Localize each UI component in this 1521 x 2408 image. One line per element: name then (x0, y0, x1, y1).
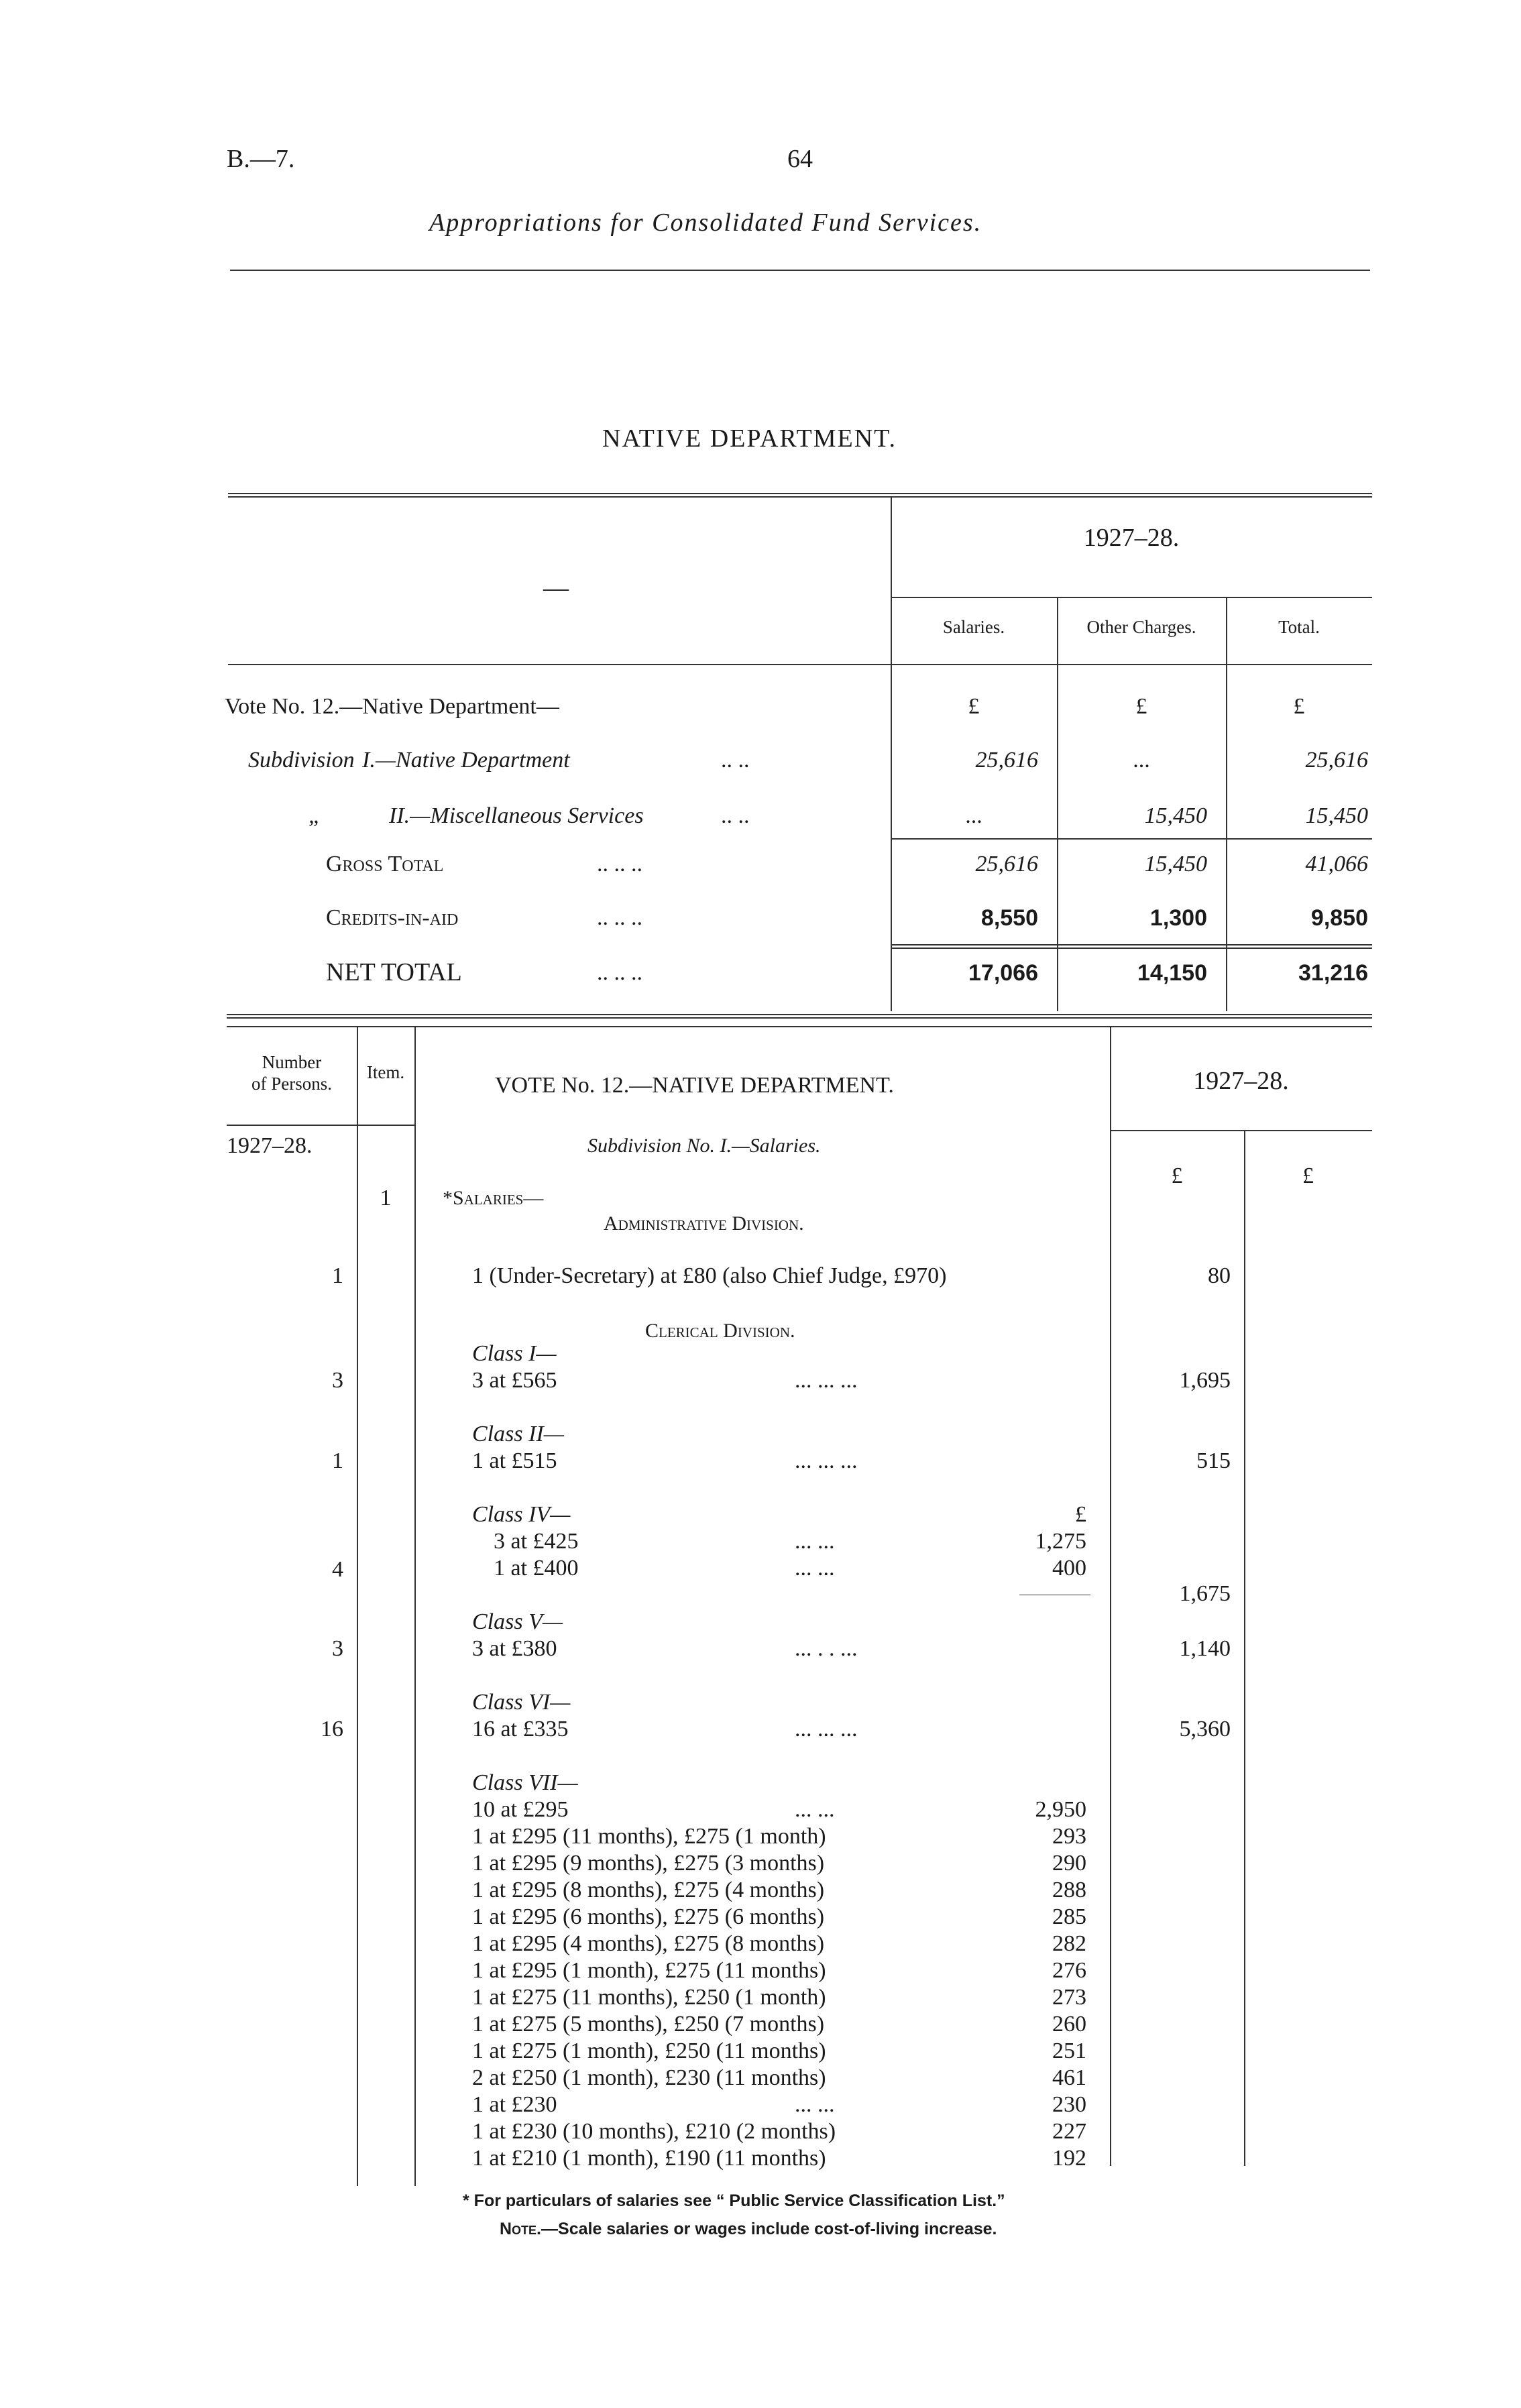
leader-dots: ... ... (795, 1556, 835, 1581)
summary-top-rule-2 (228, 496, 1372, 498)
row-salaries: 17,066 (968, 960, 1038, 986)
class-label: Class I— (472, 1341, 557, 1366)
line-value: 288 (1052, 1878, 1086, 1902)
line-text: 1 at £295 (6 months), £275 (6 months) (472, 1904, 825, 1929)
summary-header-rule (228, 664, 1372, 665)
line-value: 285 (1052, 1904, 1086, 1929)
row-leader-dots: .. .. .. (597, 852, 642, 876)
line-text: 16 at £335 (472, 1717, 569, 1741)
subdivision-title: Subdivision No. I.—Salaries. (587, 1135, 821, 1157)
detail-col-divider (414, 1026, 416, 2186)
pound-symbol: £ (1293, 694, 1305, 719)
line-value: 273 (1052, 1985, 1086, 2010)
line-text: 1 at £295 (8 months), £275 (4 months) (472, 1878, 825, 1902)
row-salaries: ... (965, 803, 982, 828)
persons-count: 3 (332, 1636, 343, 1661)
class-label: Class VII— (472, 1770, 578, 1795)
line-value: 230 (1052, 2092, 1086, 2117)
line-text: 1 at £400 (494, 1556, 579, 1581)
persons-year: 1927–28. (227, 1133, 313, 1158)
line-amount: 5,360 (1179, 1717, 1231, 1741)
row-other: 14,150 (1137, 960, 1207, 986)
detail-year-rule (1110, 1130, 1372, 1131)
leader-dots: ... ... ... (795, 1368, 858, 1393)
pound-symbol: £ (1075, 1502, 1086, 1527)
row-other: 15,450 (1144, 803, 1207, 828)
col-number-of-persons: Number of Persons. (251, 1052, 332, 1094)
line-text: 1 at £515 (472, 1448, 557, 1473)
row-label: I.—Native Department (362, 748, 570, 772)
row-salaries: 25,616 (975, 748, 1038, 772)
page-number: 64 (787, 145, 813, 173)
line-text: 3 at £565 (472, 1368, 557, 1393)
line-value: 293 (1052, 1824, 1086, 1849)
note (500, 2220, 997, 2239)
leader-dots: ... ... ... (795, 1717, 858, 1741)
vote-label: Vote No. 12.—Native Department— (225, 694, 559, 719)
line-value: 1,275 (1035, 1529, 1086, 1554)
summary-stub-dash: — (543, 574, 569, 602)
row-leader-dots: .. .. (721, 803, 750, 828)
row-leader-dots: .. .. .. (597, 960, 642, 985)
clerical-division: Clerical Division. (645, 1320, 795, 1342)
summary-bottom-rule (227, 1014, 1372, 1015)
header-rule (230, 270, 1370, 271)
line-text: 1 at £230 (10 months), £210 (2 months) (472, 2119, 836, 2144)
salaries-label: *Salaries— (443, 1187, 544, 1209)
row-total: 41,066 (1305, 852, 1368, 876)
col-other-charges: Other Charges. (1086, 617, 1196, 637)
persons-count: 4 (332, 1557, 343, 1582)
class-label: Class VI— (472, 1690, 571, 1715)
persons-count: 1 (332, 1263, 343, 1288)
summary-year-rule (891, 597, 1372, 598)
line-amount: 1,675 (1179, 1581, 1231, 1606)
line-text: 1 at £230 (472, 2092, 557, 2117)
line-amount: 1,695 (1179, 1368, 1231, 1393)
line-text: 1 at £295 (1 month), £275 (11 months) (472, 1958, 826, 1983)
line-value: 192 (1052, 2146, 1086, 2171)
line-text: 3 at £425 (494, 1529, 579, 1554)
row-total: 9,850 (1310, 905, 1368, 931)
row-leader-dots: .. .. .. (597, 905, 642, 930)
subtotal-rule (891, 838, 1372, 840)
line-text: 1 at £275 (11 months), £250 (1 month) (472, 1985, 826, 2010)
line-value: 2,950 (1035, 1797, 1086, 1822)
gross-total-label: Gross Total (326, 852, 444, 876)
line-value: 251 (1052, 2039, 1086, 2063)
persons-count: 16 (321, 1717, 343, 1741)
line-text: 1 at £295 (11 months), £275 (1 month) (472, 1824, 826, 1849)
line-value: 276 (1052, 1958, 1086, 1983)
pound-symbol: £ (968, 694, 980, 719)
persons-count: 3 (332, 1368, 343, 1393)
pound-symbol: £ (1302, 1163, 1314, 1188)
class-label: Class IV— (472, 1502, 571, 1527)
summary-top-rule (228, 493, 1372, 494)
class-label: Class II— (472, 1422, 564, 1446)
line-value: 290 (1052, 1851, 1086, 1876)
line-value: 461 (1052, 2065, 1086, 2090)
line-amount: 80 (1208, 1263, 1231, 1288)
row-other: 15,450 (1144, 852, 1207, 876)
line-text: 10 at £295 (472, 1797, 569, 1822)
pound-symbol: £ (1135, 694, 1147, 719)
detail-top-rule (227, 1026, 1372, 1027)
row-prefix: Subdivision (248, 748, 355, 772)
line-text: 1 (Under-Secretary) at £80 (also Chief Judge, £970) (472, 1263, 947, 1288)
leader-dots: ... ... ... (795, 1448, 858, 1473)
pound-symbol: £ (1171, 1163, 1183, 1188)
page-title: Appropriations for Consolidated Fund Services. (429, 209, 982, 237)
row-salaries: 8,550 (980, 905, 1038, 931)
administrative-division: Administrative Division. (604, 1212, 804, 1235)
leader-dots: ... ... (795, 2092, 835, 2117)
col-total: Total. (1278, 617, 1320, 637)
net-rule-2 (891, 948, 1372, 949)
line-text: 1 at £210 (1 month), £190 (11 months) (472, 2146, 826, 2171)
line-value: 227 (1052, 2119, 1086, 2144)
row-total: 25,616 (1305, 748, 1368, 772)
footnote: * For particulars of salaries see “ Public Service Classification List.” (463, 2191, 1005, 2210)
department-title: NATIVE DEPARTMENT. (602, 424, 897, 453)
line-value: 282 (1052, 1931, 1086, 1956)
credits-in-aid-label: Credits-in-aid (326, 905, 459, 930)
leader-dots: ... . . ... (795, 1636, 858, 1661)
line-text: 1 at £275 (5 months), £250 (7 months) (472, 2012, 825, 2037)
row-other: ... (1133, 748, 1150, 772)
note-label: Note. (500, 2220, 542, 2238)
detail-header-rule (227, 1125, 414, 1126)
row-other: 1,300 (1149, 905, 1207, 931)
line-text: 1 at £295 (9 months), £275 (3 months) (472, 1851, 825, 1876)
leader-dots: ... ... (795, 1797, 835, 1822)
row-salaries: 25,616 (975, 852, 1038, 876)
line-value: 400 (1052, 1556, 1086, 1581)
summary-year: 1927–28. (1083, 524, 1180, 552)
row-label: II.—Miscellaneous Services (389, 803, 644, 828)
col-item: Item. (366, 1062, 405, 1082)
detail-year: 1927–28. (1193, 1067, 1289, 1095)
line-text: 1 at £295 (4 months), £275 (8 months) (472, 1931, 825, 1956)
row-total: 31,216 (1298, 960, 1368, 986)
net-rule (891, 944, 1372, 945)
persons-count: 1 (332, 1448, 343, 1473)
vote-title: VOTE No. 12.—NATIVE DEPARTMENT. (495, 1073, 894, 1098)
col-salaries: Salaries. (942, 617, 1005, 637)
row-leader-dots: .. .. (721, 748, 750, 772)
line-amount: 515 (1196, 1448, 1231, 1473)
line-value: 260 (1052, 2012, 1086, 2037)
detail-col-divider (1244, 1130, 1245, 2166)
row-total: 15,450 (1305, 803, 1368, 828)
line-text: 1 at £275 (1 month), £250 (11 months) (472, 2039, 826, 2063)
leader-dots: ... ... (795, 1529, 835, 1554)
summary-bottom-rule-2 (227, 1017, 1372, 1019)
row-prefix: „ (308, 803, 321, 828)
page-reference: B.—7. (227, 145, 295, 173)
line-text: 3 at £380 (472, 1636, 557, 1661)
net-total-label: NET TOTAL (326, 958, 462, 986)
item-number: 1 (380, 1186, 392, 1210)
line-text: 2 at £250 (1 month), £230 (11 months) (472, 2065, 826, 2090)
line-amount: 1,140 (1179, 1636, 1231, 1661)
class-label: Class V— (472, 1609, 563, 1634)
note-text: —Scale salaries or wages include cost-of-living increase. (541, 2220, 997, 2238)
